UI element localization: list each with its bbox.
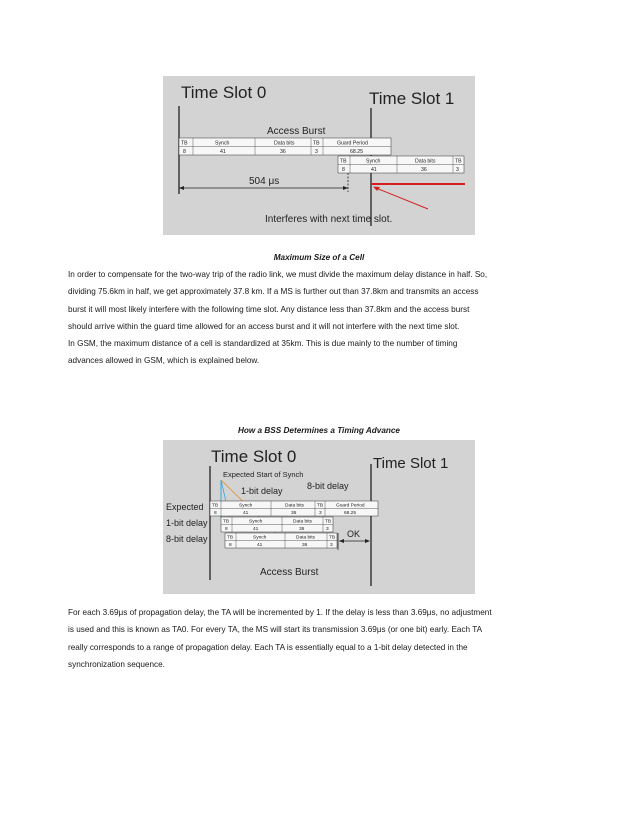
- fig2-r1-v1: 41: [243, 511, 249, 516]
- figure-caption-1: Maximum Size of a Cell: [273, 253, 365, 262]
- fig1-access-burst-label: Access Burst: [267, 126, 326, 137]
- fig2-r3-v3: 3: [330, 543, 333, 548]
- fig1-r2-h1: Synch: [366, 158, 381, 165]
- fig2-r3-h1: Synch: [253, 535, 267, 541]
- fig2-r3-h2: Data bits: [296, 535, 315, 541]
- fig2-eight-bit-label: 8-bit delay: [307, 481, 349, 491]
- figure-caption-2: How a BSS Determines a Timing Advance: [238, 426, 400, 435]
- fig2-r2-v2: 36: [299, 527, 305, 532]
- fig2-r1-h3: TB: [317, 503, 324, 509]
- fig2-row-label-expected: Expected: [166, 502, 204, 512]
- fig2-r1-v4: 68.25: [344, 511, 357, 516]
- fig2-row2-table: [221, 517, 333, 532]
- fig2-r3-h3: TB: [329, 535, 336, 541]
- paragraph-line: dividing 75.6km in half, we get approximately 37.8 km. If a MS is further out than 37.8km and transmits an access: [68, 287, 479, 297]
- fig1-title-right: Time Slot 1: [369, 89, 455, 108]
- figure-timing-advance: [163, 440, 475, 594]
- fig1-r2-v2: 36: [421, 167, 427, 173]
- fig1-duration-arrowhead-left: [179, 186, 184, 190]
- fig2-r1-v3: 3: [319, 511, 322, 516]
- fig2-r2-h1: Synch: [249, 519, 263, 525]
- paragraph-line: In order to compensate for the two-way trip of the radio link, we must divide the maximum delay distance in half. So,: [68, 270, 488, 279]
- fig1-row2-table: [338, 156, 464, 173]
- fig1-r2-v0: 8: [342, 167, 345, 173]
- paragraph-line: should arrive within the guard time allowed for an access burst and it will not interfere with the next time slot.: [68, 321, 460, 331]
- fig2-r1-h0: TB: [212, 503, 219, 509]
- fig2-row-label-1bit: 1-bit delay: [166, 518, 208, 528]
- paragraph-line: is used and this is known as TA0. For every TA, the MS will start its transmission 3.69μs (or one bit) early. Each TA: [68, 625, 483, 635]
- fig1-r1-h1: Synch: [215, 140, 230, 147]
- fig2-r3-h0: TB: [227, 535, 234, 541]
- fig1-duration-arrowhead-right: [343, 186, 348, 190]
- fig2-r1-v0: 8: [214, 511, 217, 516]
- fig1-r1-v3: 3: [315, 149, 318, 155]
- fig1-r2-v3: 3: [456, 167, 459, 173]
- fig2-r1-h1: Synch: [239, 503, 253, 509]
- fig2-r2-h0: TB: [223, 519, 230, 525]
- fig1-r1-h4: Guard Period: [337, 140, 368, 147]
- fig1-interfere-arrow: [376, 188, 428, 209]
- fig2-access-burst-label: Access Burst: [260, 567, 319, 578]
- fig1-r1-v0: 8: [183, 149, 186, 155]
- fig2-r1-h4: Guard Period: [336, 503, 365, 509]
- fig2-row3-table: [225, 533, 337, 548]
- fig2-r2-h3: TB: [325, 519, 332, 525]
- fig2-ok-arrowhead-right: [365, 539, 370, 543]
- fig2-row1-table: [210, 501, 378, 516]
- fig1-r1-v2: 36: [280, 149, 286, 155]
- fig1-r2-v1: 41: [371, 167, 377, 173]
- fig2-one-bit-label: 1-bit delay: [241, 486, 283, 496]
- fig1-r2-h2: Data bits: [415, 158, 436, 165]
- paragraph-line: In GSM, the maximum distance of a cell is standardized at 35km. This is due mainly to the number of timing: [68, 339, 458, 349]
- paragraph-line: For each 3.69μs of propagation delay, the TA will be incremented by 1. If the delay is less than 3.69μs, no adjustment: [68, 608, 492, 617]
- fig2-title-right: Time Slot 1: [373, 455, 449, 472]
- paragraph-line: advances allowed in GSM, which is explained below.: [68, 356, 260, 366]
- fig2-r3-v1: 41: [257, 543, 263, 548]
- fig1-r2-h0: TB: [340, 158, 347, 165]
- fig2-r2-v3: 3: [326, 527, 329, 532]
- timeslot-diagram-1: [163, 76, 475, 235]
- fig2-r2-v1: 41: [253, 527, 259, 532]
- fig1-r1-v1: 41: [220, 149, 226, 155]
- fig2-ok-arrowhead-left: [339, 539, 344, 543]
- figure-max-cell-size: [163, 76, 475, 235]
- paragraph-line: synchronization sequence.: [68, 659, 165, 669]
- paragraph-line: really corresponds to a range of propagation delay. Each TA is essentially equal to a 1-bit delay detected in the: [68, 642, 468, 652]
- fig1-row1-table: [179, 138, 391, 155]
- fig1-r1-h2: Data bits: [274, 140, 295, 147]
- fig1-r2-h3: TB: [455, 158, 462, 165]
- paragraph-line: burst it will most likely interfere with the following time slot. Any distance less than 37.8km and the access burst: [68, 304, 470, 314]
- fig2-r1-v2: 36: [291, 511, 297, 516]
- fig1-r1-h0: TB: [181, 140, 188, 147]
- fig2-title-left: Time Slot 0: [211, 447, 297, 466]
- fig1-r1-v4: 68.25: [350, 149, 363, 155]
- fig2-ok-label: OK: [347, 529, 361, 539]
- paragraph-1: [68, 266, 578, 370]
- fig1-r1-h3: TB: [313, 140, 320, 147]
- timeslot-diagram-2: [163, 440, 475, 594]
- fig2-expected-start-label: Expected Start of Synch: [223, 470, 304, 479]
- fig1-interfere-label: Interferes with next time slot.: [265, 214, 393, 225]
- fig1-duration-label: 504 μs: [249, 176, 280, 187]
- fig2-row-label-8bit: 8-bit delay: [166, 534, 208, 544]
- fig2-r3-v2: 36: [302, 543, 308, 548]
- fig2-r1-h2: Data bits: [285, 503, 304, 509]
- fig2-r3-v0: 8: [229, 543, 232, 548]
- fig2-r2-h2: Data bits: [293, 519, 312, 525]
- fig2-r2-v0: 8: [225, 527, 228, 532]
- fig1-title-left: Time Slot 0: [181, 83, 267, 102]
- paragraph-2: [68, 604, 578, 673]
